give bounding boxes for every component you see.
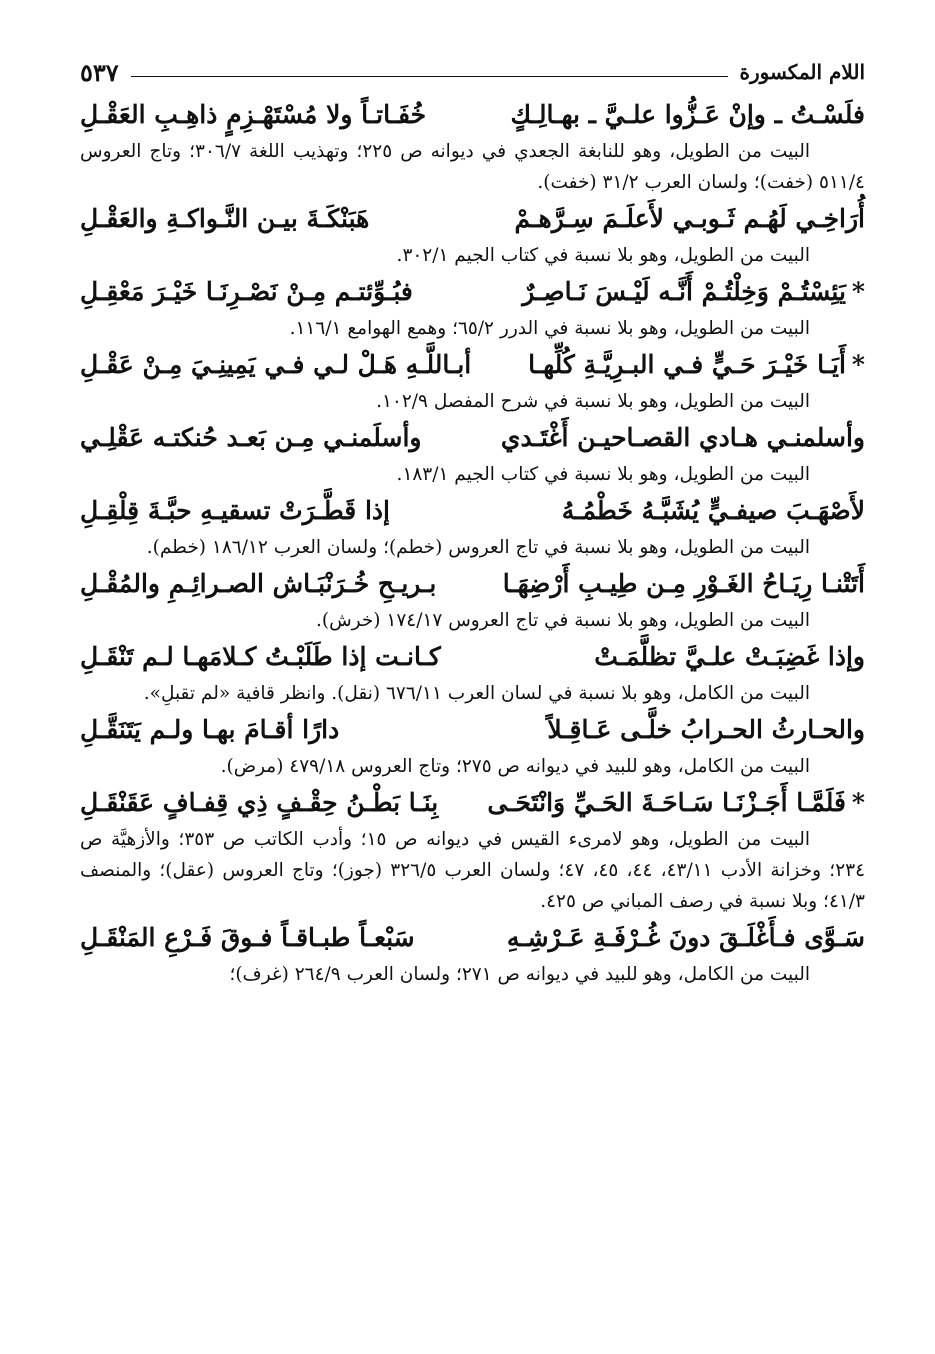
first-hemistich-text: والحـارثُ الحـرابُ خلَّـى عَـاقِـلاً (547, 715, 865, 744)
first-hemistich (501, 417, 865, 459)
header-rule (131, 76, 728, 77)
first-hemistich-text: فلَسْـتُ ـ وإنْ عَـزُّوا علـيَّ ـ بهـالِـكٍ (510, 100, 865, 129)
first-hemistich-text: يَئِسْتُـمْ وَخِلْتُـمْ أَنَّـه لَيْـسَ نَـاصِـرٌ (522, 277, 846, 306)
running-header (80, 50, 865, 94)
verse-source-note: البيت من الكامل، وهو للبيد في ديوانه ص ٢٧١؛ ولسان العرب ٢٦٤/٩ (غرف)؛ (229, 964, 810, 985)
verse-source-note: البيت من الطويل، وهو بلا نسبة في شرح المفصل ١٠٢/٩. (376, 391, 810, 412)
verse-line (80, 490, 865, 532)
verse-list (80, 94, 865, 990)
verse-entry (80, 636, 865, 709)
book-page (80, 50, 865, 1340)
verse-entry (80, 917, 865, 990)
first-hemistich (594, 636, 865, 678)
verse-line (80, 271, 865, 313)
first-hemistich (515, 198, 865, 240)
verse-source-note: البيت من الطويل، وهو بلا نسبة في كتاب الجيم ٣٠٢/١. (396, 245, 810, 266)
verse-entry (80, 490, 865, 563)
verse-entry (80, 563, 865, 636)
star-marker: * (851, 788, 865, 817)
verse-line (80, 636, 865, 678)
first-hemistich-text: لأَصْهَـبَ صيفـيٍّ يُشَبَّـهُ خَطْمُـهُ (561, 496, 865, 525)
verse-source-note: البيت من الطويل، وهو للنابغة الجعدي في ديوانه ص ٢٢٥؛ وتهذيب اللغة ٣٠٦/٧؛ وتاج العروس ٥١١/٤ (خفت)؛ ولسان العرب ٣١/٢ (خفت). (80, 141, 865, 193)
first-hemistich (511, 94, 866, 136)
verse-source-note: البيت من الطويل، وهو بلا نسبة في تاج العروس (خطم)؛ ولسان العرب ١٨٦/١٢ (خطم). (146, 537, 810, 558)
verse-entry (80, 271, 865, 344)
verse-line (80, 198, 865, 240)
verse-source-note: البيت من الكامل، وهو بلا نسبة في لسان العرب ٦٧٦/١١ (نقل). وانظر قافية «لم تقبلِ». (143, 683, 810, 704)
first-hemistich-text: وإذا غَضِبَـتْ علـيَّ تظلَّمَـتْ (594, 642, 865, 671)
verse-entry (80, 94, 865, 198)
first-hemistich (507, 917, 865, 959)
verse-line (80, 917, 865, 959)
second-hemistich: كـانـت إذا طَلَبْـتُ كـلامَهـا لـم تَنْقَـلِ (80, 642, 441, 671)
second-hemistich: بِنَـا بَطْـنُ حِقْـفٍ ذِي قِفـافٍ عَقَنْقَـلِ (80, 788, 439, 817)
second-hemistich: خُفَـاتـاً ولا مُسْتَهْـزِمٍ ذاهِـبِ العَقْـلِ (80, 100, 427, 129)
first-hemistich (528, 344, 865, 386)
second-hemistich: أبـاللَّـهِ هَـلْ لـي فـي يَمِينِـيَ مِـنْ عَقْـلِ (80, 350, 472, 379)
first-hemistich (522, 271, 865, 313)
star-marker: * (851, 277, 865, 306)
second-hemistich: وأسلَمنـي مِـن بَعـد حُنكتـه عَقْلِـي (80, 423, 422, 452)
first-hemistich (547, 709, 865, 751)
verse-source-note: البيت من الطويل، وهو بلا نسبة في كتاب الجيم ١٨٣/١. (396, 464, 810, 485)
verse-source-note: البيت من الطويل، وهو بلا نسبة في تاج العروس ١٧٤/١٧ (خرش). (315, 610, 810, 631)
verse-entry (80, 198, 865, 271)
chapter-title: اللام المكسورة (739, 60, 865, 84)
verse-entry (80, 782, 865, 917)
first-hemistich-text: وأسلمنـي هـادي القصـاحيـن أَغْتَـدي (500, 423, 865, 452)
verse-entry (80, 344, 865, 417)
second-hemistich: سَبْعـاً طبـاقـاً فـوقَ فَـرْعِ المَنْقَـلِ (80, 923, 415, 952)
star-marker: * (851, 350, 865, 379)
verse-line (80, 709, 865, 751)
first-hemistich (503, 563, 865, 605)
first-hemistich-text: فَلَمَّـا أَجَـزْنَـا سَـاحَـةَ الحَـيِّ وَانْتَحَـى (487, 788, 846, 817)
second-hemistich: إذا قَطَّـرَتْ تسقيـهِ حبَّـةَ قِلْقِـلِ (80, 496, 390, 525)
verse-line (80, 344, 865, 386)
verse-line (80, 94, 865, 136)
verse-entry (80, 417, 865, 490)
verse-source-note: البيت من الكامل، وهو للبيد في ديوانه ص ٢٧٥؛ وتاج العروس ٤٧٩/١٨ (مرض). (220, 756, 810, 777)
second-hemistich: بـريـحِ خُـرَنْبَـاش الصـرائِـمِ والمُقْـلِ (80, 569, 437, 598)
verse-line (80, 782, 865, 824)
first-hemistich (562, 490, 865, 532)
verse-source-note: البيت من الطويل، وهو لامرىء القيس في ديوانه ص ١٥؛ وأدب الكاتب ص ٣٥٣؛ والأزهيَّة ص ٢٣٤؛ وخزانة الأدب ٤٣/١١، ٤٤، ٤٥، ٤٧؛ ولسان العرب ٣٢٦/٥ (جوز)؛ وتاج العروس (عقل)؛ والمنصف ٤١/٣؛ وبلا نسبة في رصف المباني ص ٤٢٥. (80, 829, 866, 912)
verse-line (80, 417, 865, 459)
first-hemistich-text: أَيَـا خَيْـرَ حَـيٍّ فـي البـرِيَّـةِ كُلِّهـا (528, 350, 846, 379)
first-hemistich-text: أُرَاخِـي لَهُـم ثَـوبـي لأَعلَـمَ سِـرَّهـمْ (514, 204, 865, 233)
second-hemistich: فبُـوِّئتـم مِـنْ نَصْـرِنَـا خَيْـرَ مَعْقِـلِ (80, 277, 413, 306)
verse-entry (80, 709, 865, 782)
verse-source-note: البيت من الطويل، وهو بلا نسبة في الدرر ٦٥/٢؛ وهمع الهوامع ١١٦/١. (289, 318, 810, 339)
second-hemistich: هَبَنْكَـةَ بيـن النَّـواكـةِ والعَقْـلِ (80, 204, 370, 233)
first-hemistich (487, 782, 865, 824)
second-hemistich: دارًا أقـامَ بهـا ولـم يَتَنَقَّـلِ (80, 715, 340, 744)
first-hemistich-text: أَتَتْنـا رِيَـاحُ الغَـوْرِ مِـن طِيـبِ أَرْضِهَـا (502, 569, 865, 598)
page-number: ٥٣٧ (80, 57, 119, 87)
verse-line (80, 563, 865, 605)
first-hemistich-text: سَـوَّى فـأَغْلَـقَ دونَ غُـرْفَـةِ عَـرْشِـهِ (506, 923, 865, 952)
